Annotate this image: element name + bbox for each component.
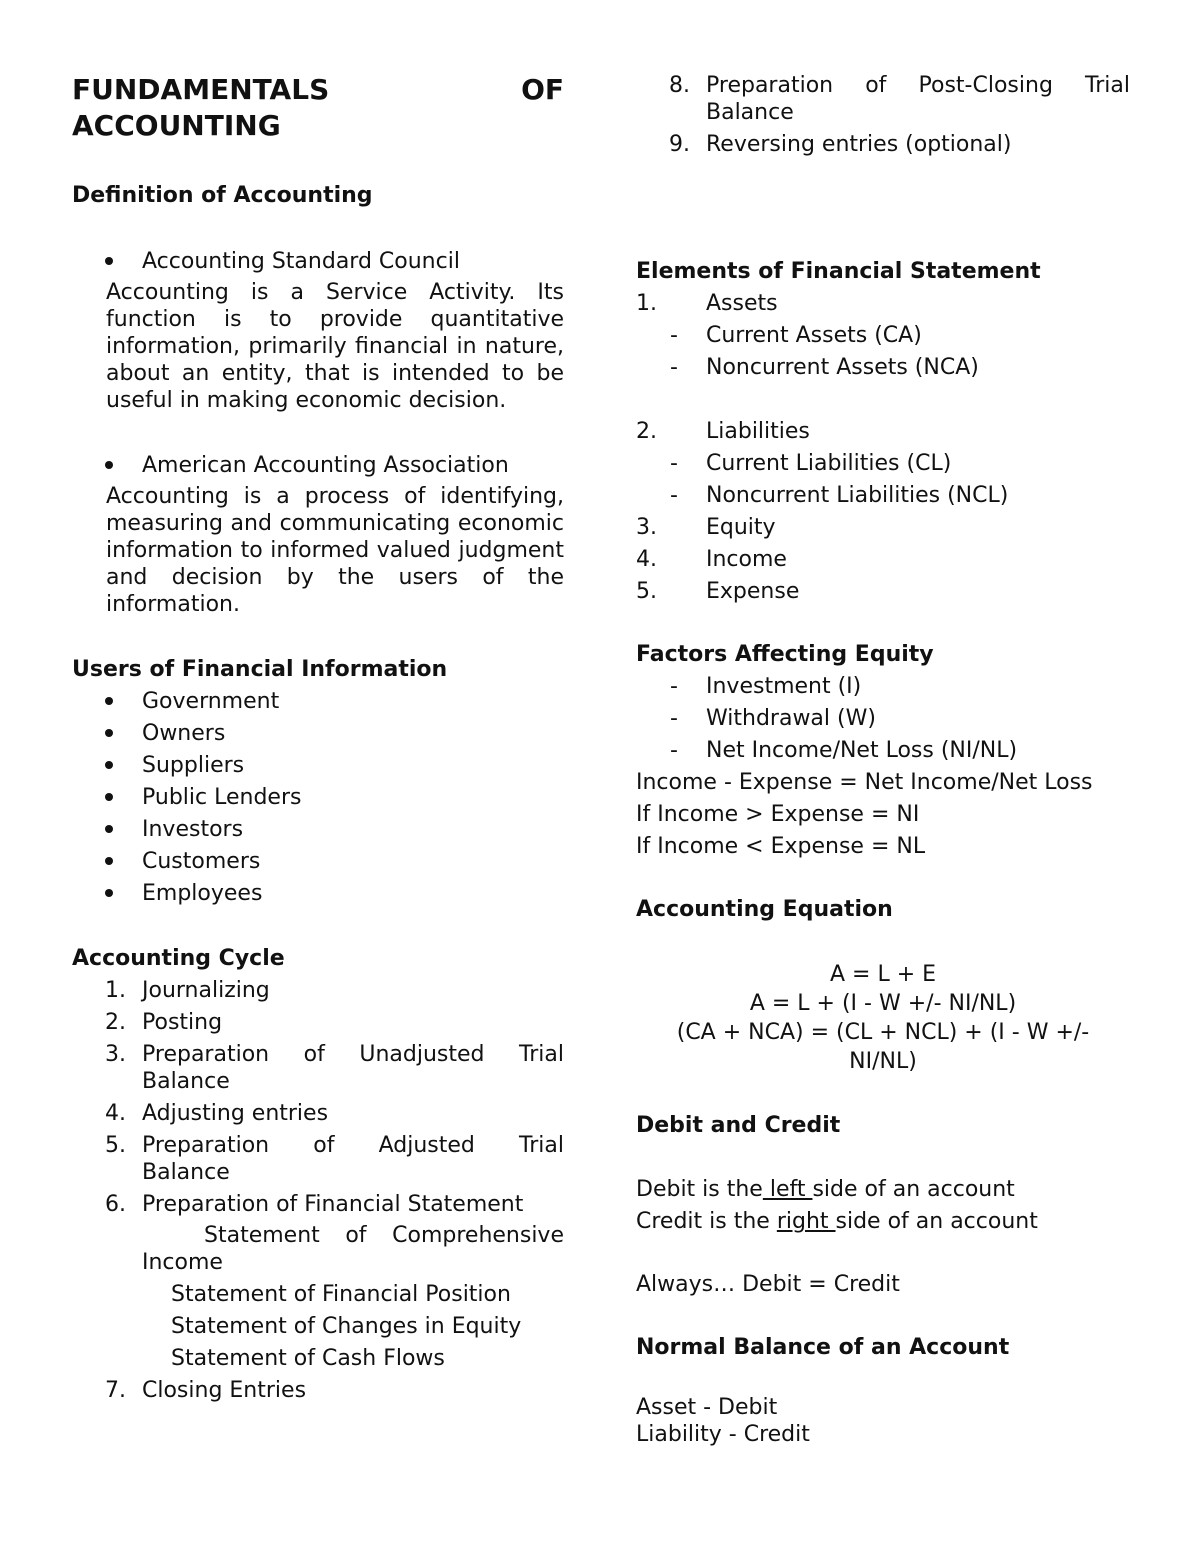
cycle-step: 6. Preparation of Financial Statement Statement of Comprehensive Income Statement of Financial Position Statement of Changes in Equity Statement of Cash Flows — [105, 1192, 564, 1371]
cycle-step: 1. Journalizing — [105, 978, 270, 1003]
list-item: 4. Income — [636, 547, 787, 572]
list-item: 3. Equity — [636, 515, 776, 540]
title-part-1: FUNDAMENTALS — [72, 73, 330, 106]
factors-heading: Factors Affecting Equity — [636, 642, 934, 667]
elements-list — [636, 290, 1130, 605]
bullet-icon — [105, 793, 113, 801]
equation-heading: Accounting Equation — [636, 897, 893, 922]
left-column — [72, 72, 564, 1404]
credit-line: Credit is the right side of an account — [636, 1209, 1038, 1234]
cycle-step: 4. Adjusting entries — [105, 1101, 329, 1126]
elements-heading: Elements of Financial Statement — [636, 259, 1041, 284]
cycle-heading: Accounting Cycle — [72, 946, 285, 971]
cycle-step: 3. Preparation of Unadjusted Trial Balance — [105, 1042, 564, 1094]
equation-3b: NI/NL) — [849, 1049, 917, 1074]
list-item: Employees — [72, 880, 564, 907]
cycle-step: 9. Reversing entries (optional) — [669, 132, 1012, 157]
document-title — [72, 72, 564, 144]
equation-2: A = L + (I - W +/- NI/NL) — [749, 991, 1017, 1016]
cycle-step: 5. Preparation of Adjusted Trial Balance — [105, 1133, 564, 1185]
cycle-step: 8. Preparation of Post-Closing Trial Balance — [669, 73, 1130, 125]
list-item: 1. Assets — [636, 291, 778, 316]
list-item: - Withdrawal (W) — [670, 706, 876, 731]
factors-line-2: If Income > Expense = NI — [636, 802, 920, 827]
title-part-2: OF — [521, 73, 564, 106]
title-part-3: ACCOUNTING — [72, 109, 281, 142]
users-list — [72, 688, 564, 907]
factors-line-3: If Income < Expense = NL — [636, 834, 926, 859]
list-item: Investors — [72, 816, 564, 843]
bullet-icon — [105, 889, 113, 897]
asc-bullet — [72, 248, 564, 275]
normal-balance-heading: Normal Balance of an Account — [636, 1335, 1010, 1360]
list-item: Public Lenders — [72, 784, 564, 811]
always-line: Always… Debit = Credit — [636, 1272, 900, 1297]
list-item: Owners — [72, 720, 564, 747]
right-column — [636, 72, 1130, 1448]
list-item: Government — [72, 688, 564, 715]
factors-list — [636, 673, 1130, 764]
list-item: - Noncurrent Liabilities (NCL) — [670, 483, 1009, 508]
list-item: - Current Liabilities (CL) — [670, 451, 952, 476]
list-item: - Noncurrent Assets (NCA) — [670, 355, 979, 380]
list-item: - Current Assets (CA) — [670, 323, 922, 348]
list-item: 5. Expense — [636, 579, 800, 604]
bullet-icon — [105, 257, 113, 265]
debit-line: Debit is the left side of an account — [636, 1177, 1015, 1202]
factors-line-1: Income - Expense = Net Income/Net Loss — [636, 770, 1093, 795]
list-item: Customers — [72, 848, 564, 875]
equation-1: A = L + E — [829, 962, 937, 987]
cycle-step: 2. Posting — [105, 1010, 223, 1035]
definition-heading: Definition of Accounting — [72, 183, 373, 208]
cycle-list — [72, 977, 564, 1404]
bullet-icon — [105, 825, 113, 833]
cycle-step: 7. Closing Entries — [105, 1378, 307, 1403]
aaa-definition-text: Accounting is a process of identifying, measuring and communicating economic information to informed valued judgment and decision by the users of the information. — [106, 484, 564, 617]
list-item: 2. Liabilities — [636, 419, 810, 444]
list-item: - Net Income/Net Loss (NI/NL) — [670, 738, 1018, 763]
asc-label: Accounting Standard Council — [142, 249, 460, 274]
users-heading: Users of Financial Information — [72, 657, 448, 682]
bullet-icon — [105, 461, 113, 469]
aaa-label: American Accounting Association — [142, 453, 509, 478]
asc-definition-text: Accounting is a Service Activity. Its function is to provide quantitative information, primarily financial in nature, about an entity, that is intended to be useful in making economic decision. — [106, 280, 564, 413]
list-item: Suppliers — [72, 752, 564, 779]
normal-balance-asset: Asset - Debit — [636, 1395, 778, 1420]
list-item: - Investment (I) — [670, 674, 862, 699]
bullet-icon — [105, 761, 113, 769]
bullet-icon — [105, 697, 113, 705]
aaa-bullet — [72, 452, 564, 479]
bullet-icon — [105, 857, 113, 865]
bullet-icon — [105, 729, 113, 737]
equation-3a: (CA + NCA) = (CL + NCL) + (I - W +/- — [676, 1020, 1090, 1045]
debit-credit-heading: Debit and Credit — [636, 1113, 841, 1138]
normal-balance-liability: Liability - Credit — [636, 1422, 810, 1447]
